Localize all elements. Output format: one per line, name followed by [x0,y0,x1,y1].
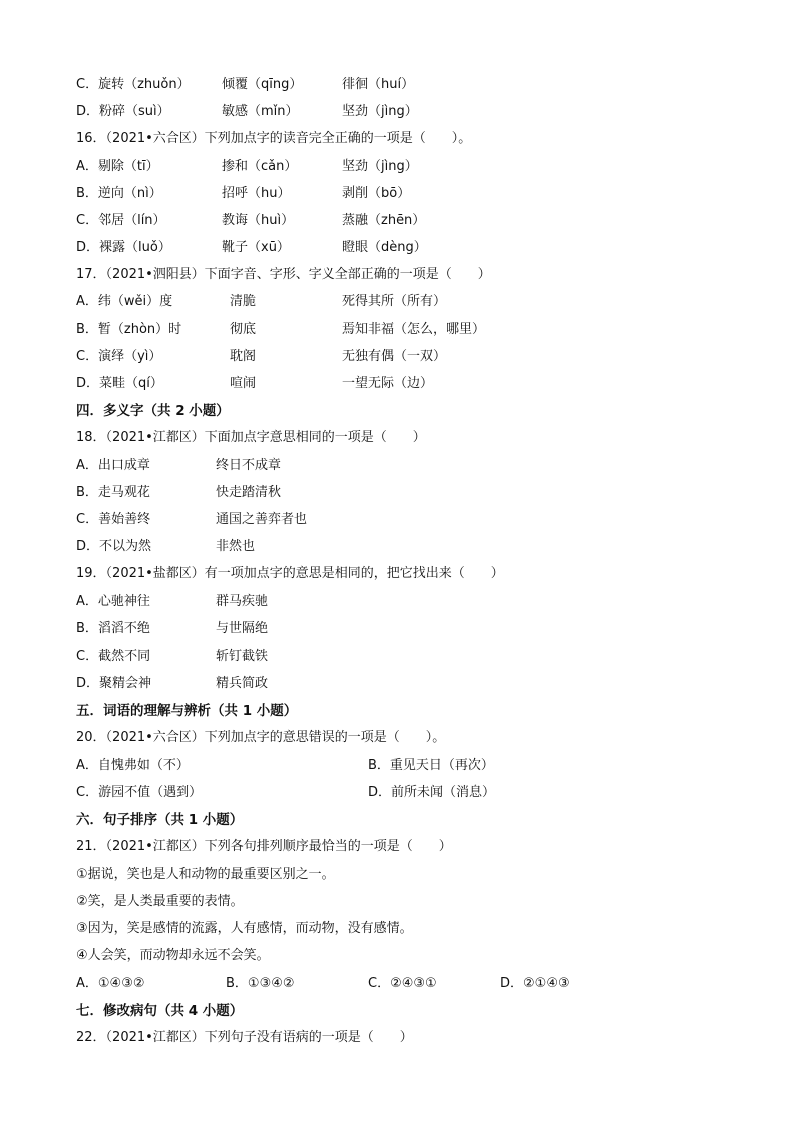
option-text: C．②④③① [368,976,437,991]
option-text: B．走马观花 [76,485,150,500]
option-text: 终日不成章 [216,458,282,473]
option-text: 斩钉截铁 [216,649,269,664]
option-text: C．邻居（lín） [76,213,166,228]
option-text: C．游园不值（遇到） [76,785,203,800]
option-text: 焉知非福（怎么，哪里） [342,322,486,337]
option-text: B．暂（zhòn）时 [76,322,182,337]
option-text: 徘徊（huí） [342,77,415,92]
option-text: 无独有偶（一双） [342,349,447,364]
option-text: B．①③④② [226,976,295,991]
section-heading-5: 五．词语的理解与辨析（共 1 小题） [76,703,298,719]
option-text: 坚劲（jìng） [342,159,418,174]
option-text: 靴子（xū） [222,240,290,255]
question-22: 22．（2021•江都区）下列句子没有语病的一项是（ ） [76,1030,413,1045]
question-18: 18．（2021•江都区）下面加点字意思相同的一项是（ ） [76,430,426,445]
option-text: 通国之善弈者也 [216,512,308,527]
option-text: 耽阁 [230,349,257,364]
option-text: 招呼（hu） [222,186,291,201]
sentence-3: ③因为，笑是感情的流露，人有感情，而动物，没有感情。 [76,921,413,936]
option-text: C．截然不同 [76,649,151,664]
option-text: 非然也 [216,539,256,554]
question-17: 17．（2021•泗阳县）下面字音、字形、字义全部正确的一项是（ ） [76,267,491,282]
sentence-4: ④人会笑，而动物却永远不会笑。 [76,948,270,963]
option-text: 快走踏清秋 [216,485,282,500]
option-text: A．剔除（tī） [76,159,159,174]
option-text: B．重见天日（再次） [368,758,494,773]
question-16: 16．（2021•六合区）下列加点字的读音完全正确的一项是（ ）。 [76,131,472,146]
section-heading-7: 七．修改病句（共 4 小题） [76,1003,244,1019]
option-text: 敏感（mǐn） [222,104,299,119]
option-text: 教诲（huì） [222,213,295,228]
option-text: C．旋转（zhuǒn） [76,77,190,92]
sentence-2: ②笑，是人类最重要的表情。 [76,894,244,909]
option-text: 群马疾驰 [216,594,269,609]
option-text: 倾覆（qīng） [222,77,303,92]
option-text: 精兵简政 [216,676,269,691]
question-19: 19．（2021•盐都区）有一项加点字的意思是相同的，把它找出来（ ） [76,566,504,581]
option-text: 瞪眼（dèng） [342,240,427,255]
option-text: A．自愧弗如（不） [76,758,189,773]
option-text: 一望无际（边） [342,376,434,391]
option-text: D．粉碎（suì） [76,104,170,119]
option-text: B．滔滔不绝 [76,621,150,636]
option-text: 清脆 [230,294,257,309]
section-heading-6: 六．句子排序（共 1 小题） [76,812,244,828]
option-text: A．①④③② [76,976,145,991]
option-text: 喧闹 [230,376,257,391]
question-20: 20．（2021•六合区）下列加点字的意思错误的一项是（ ）。 [76,730,446,745]
option-text: D．②①④③ [500,976,570,991]
section-heading-4: 四．多义字（共 2 小题） [76,403,230,419]
question-21: 21．（2021•江都区）下列各句排列顺序最恰当的一项是（ ） [76,839,452,854]
option-text: 剥削（bō） [342,186,411,201]
option-text: A．出口成章 [76,458,150,473]
option-text: 坚劲（jìng） [342,104,418,119]
sentence-1: ①据说，笑也是人和动物的最重要区别之一。 [76,867,335,882]
option-text: D．裸露（luǒ） [76,240,171,255]
option-text: 彻底 [230,322,257,337]
option-text: D．聚精会神 [76,676,152,691]
option-text: 掺和（cǎn） [222,159,298,174]
option-text: 与世隔绝 [216,621,269,636]
option-text: C．演绎（yì） [76,349,162,364]
option-text: C．善始善终 [76,512,151,527]
option-text: A．心驰神往 [76,594,150,609]
option-text: 死得其所（所有） [342,294,447,309]
option-text: D．不以为然 [76,539,152,554]
option-text: D．菜畦（qí） [76,376,163,391]
option-text: D．前所未闻（消息） [368,785,496,800]
option-text: A．纬（wěi）度 [76,294,173,309]
option-text: 蒸融（zhēn） [342,213,426,228]
option-text: B．逆向（nì） [76,186,162,201]
